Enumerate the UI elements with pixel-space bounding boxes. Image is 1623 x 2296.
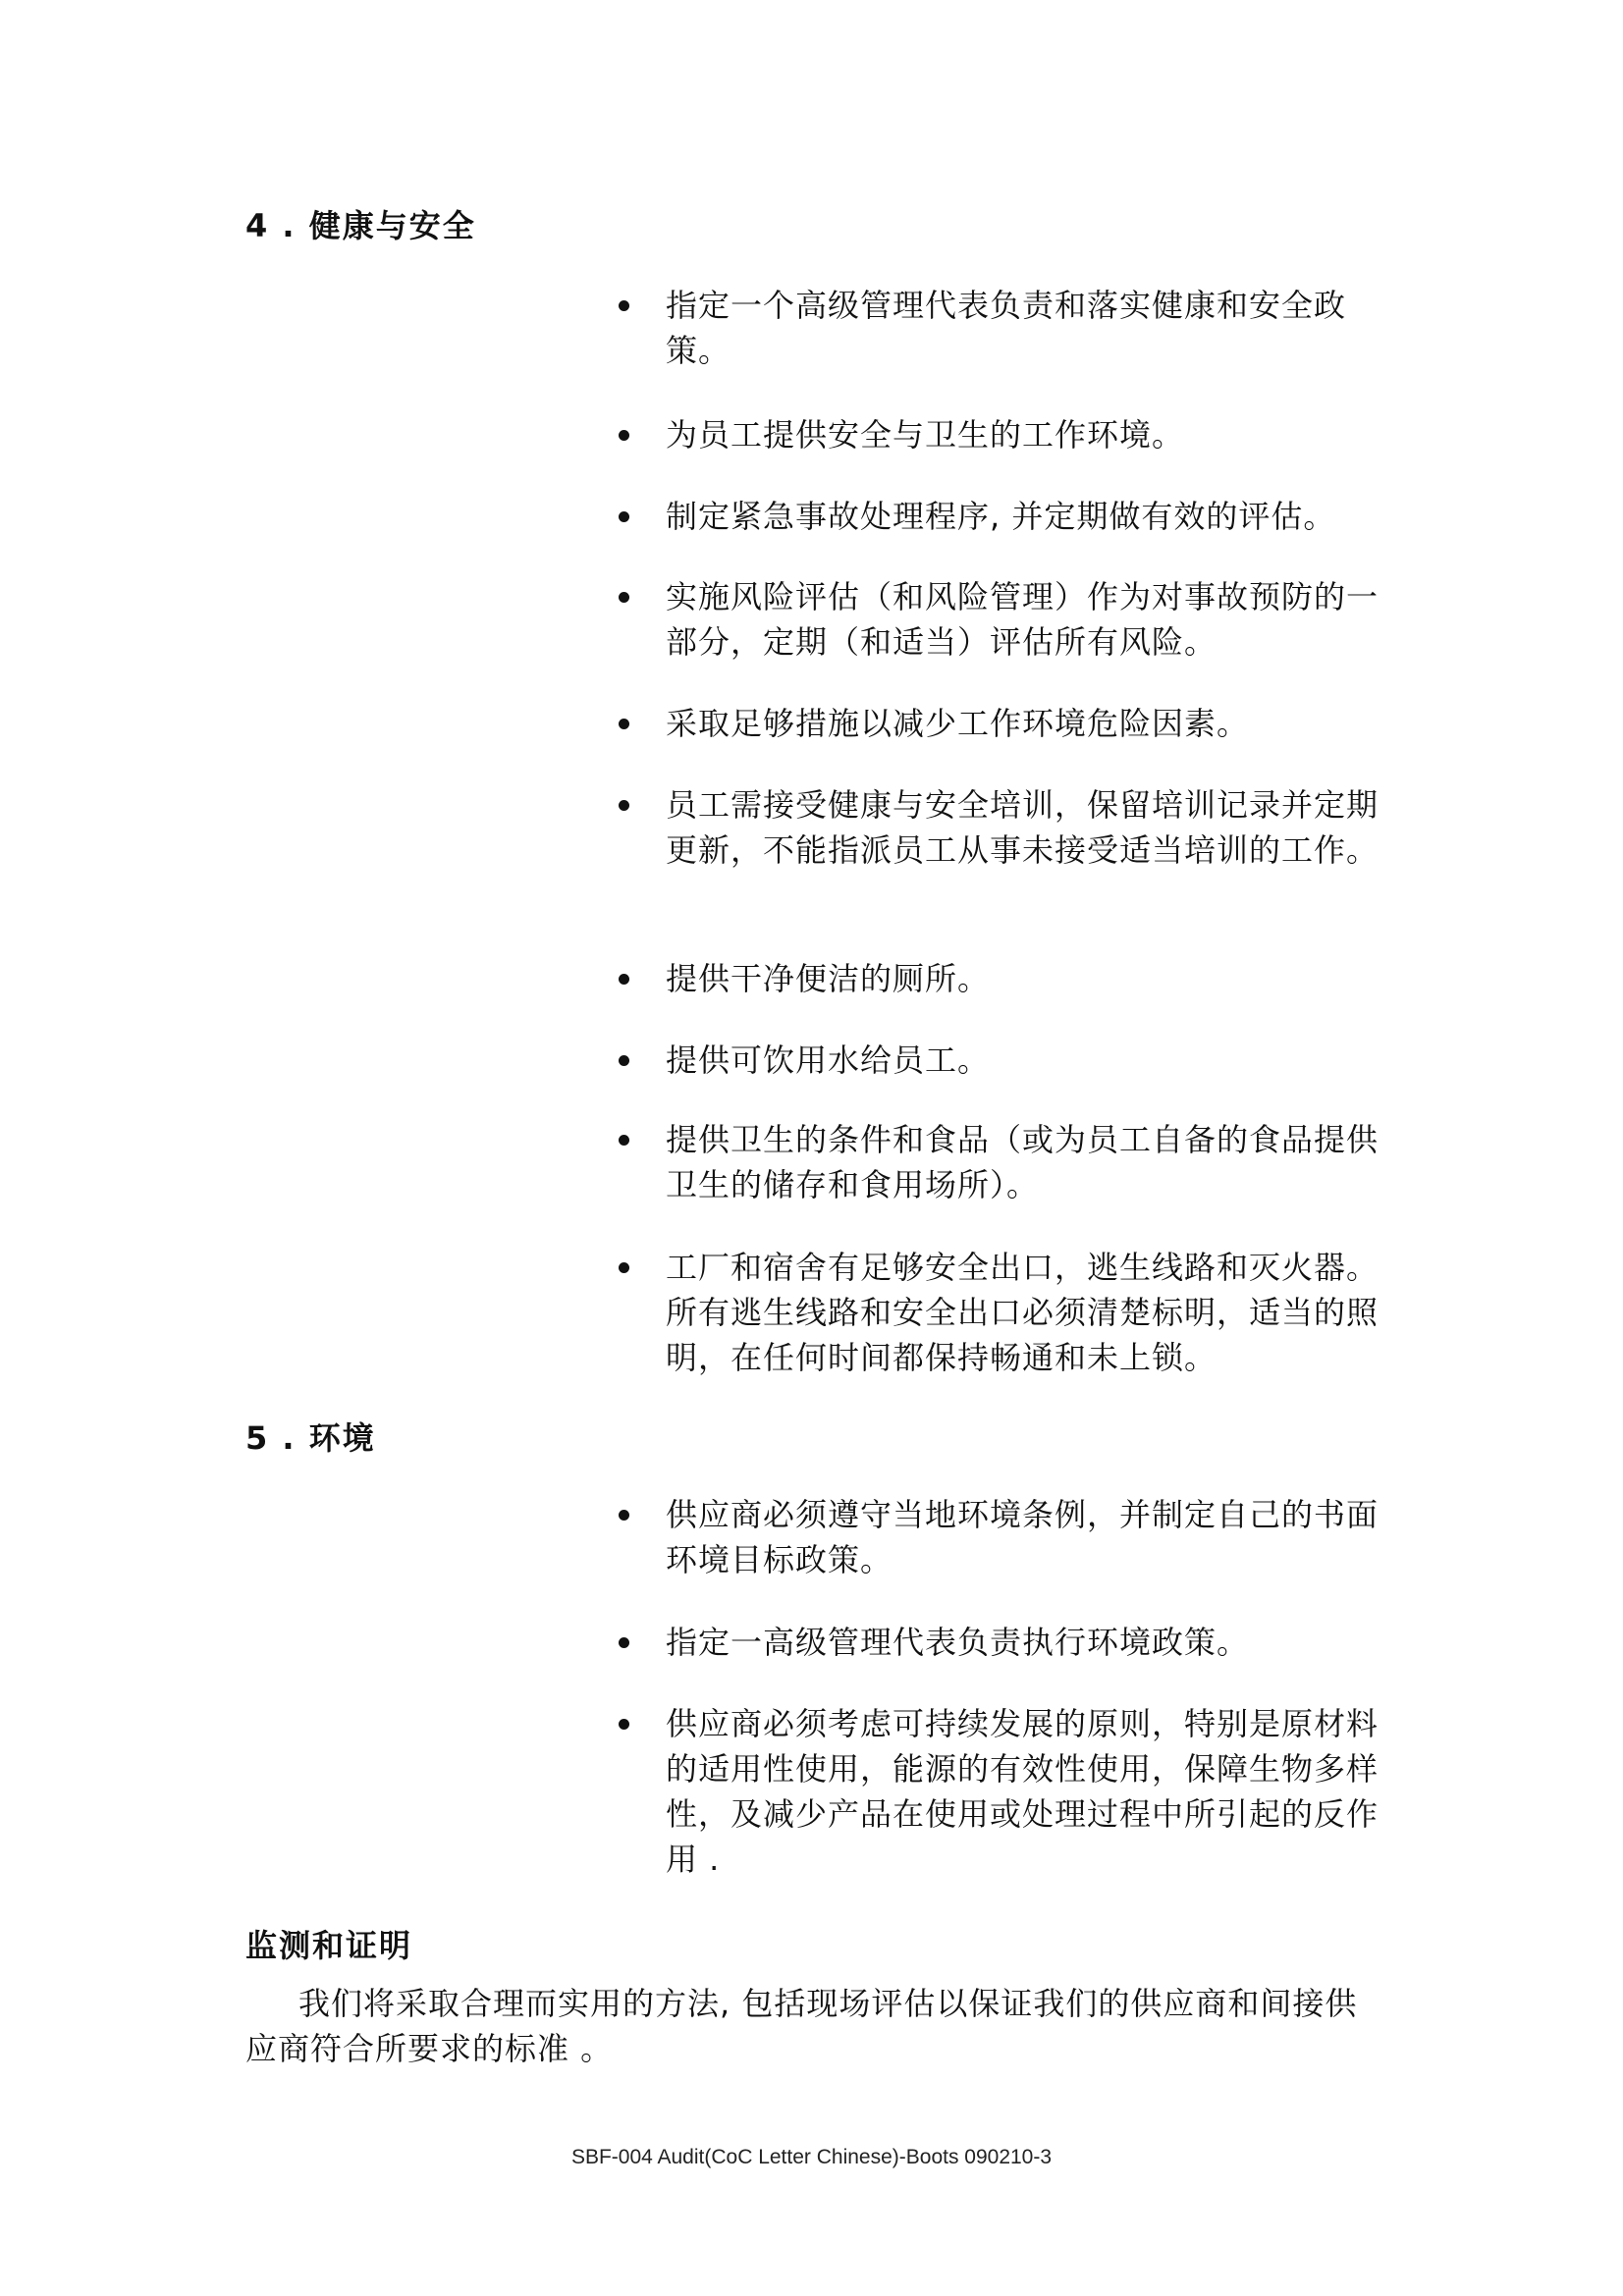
list-item-text: 提供卫生的条件和食品（或为员工自备的食品提供卫生的储存和食用场所）。 xyxy=(666,1121,1380,1203)
monitoring-paragraph: 我们将采取合理而实用的方法, 包括现场评估以保证我们的供应商和间接供应商符合所要求的标准 。 xyxy=(245,1985,1358,2067)
bullet-icon xyxy=(619,1510,629,1521)
list-item-text: 员工需接受健康与安全培训，保留培训记录并定期更新，不能指派员工从事未接受适当培训的工作。 xyxy=(666,786,1380,869)
list-item-text: 制定紧急事故处理程序, 并定期做有效的评估。 xyxy=(666,498,1336,535)
bullet-icon xyxy=(619,430,629,441)
bullet-icon xyxy=(619,800,629,811)
list-item-text: 供应商必须遵守当地环境条例，并制定自己的书面环境目标政策。 xyxy=(666,1496,1380,1578)
bullet-icon xyxy=(619,300,629,311)
list-item-text: 为员工提供安全与卫生的工作环境。 xyxy=(666,416,1185,454)
list-item-text: 提供可饮用水给员工。 xyxy=(666,1041,991,1079)
section-heading-monitoring: 监测和证明 xyxy=(245,1927,413,1964)
list-item-text: 实施风险评估（和风险管理）作为对事故预防的一部分，定期（和适当）评估所有风险。 xyxy=(666,578,1380,661)
bullet-icon xyxy=(619,1262,629,1273)
list-item-text: 供应商必须考虑可持续发展的原则，特别是原材料的适用性使用，能源的有效性使用，保障生物多样性，及减少产品在使用或处理过程中所引起的反作用 . xyxy=(666,1705,1380,1878)
list-item-text: 提供干净便洁的厕所。 xyxy=(666,960,991,997)
bullet-icon xyxy=(619,1637,629,1648)
list-item-text: 采取足够措施以减少工作环境危险因素。 xyxy=(666,705,1250,742)
bullet-icon xyxy=(619,1719,629,1730)
list-item-text: 指定一个高级管理代表负责和落实健康和安全政策。 xyxy=(666,287,1347,369)
bullet-icon xyxy=(619,511,629,522)
bullet-icon xyxy=(619,974,629,985)
list-item-text: 工厂和宿舍有足够安全出口，逃生线路和灭火器。所有逃生线路和安全出口必须清楚标明，适当的照明，在任何时间都保持畅通和未上锁。 xyxy=(666,1249,1380,1376)
section-heading-environment: 5 . 环境 xyxy=(245,1419,376,1457)
bullet-icon xyxy=(619,719,629,729)
list-item-text: 指定一高级管理代表负责执行环境政策。 xyxy=(666,1624,1250,1661)
bullet-icon xyxy=(619,1055,629,1066)
page-footer: SBF-004 Audit(CoC Letter Chinese)-Boots 090210-3 xyxy=(570,2146,1053,2168)
bullet-icon xyxy=(619,1135,629,1146)
section-heading-health-safety: 4 . 健康与安全 xyxy=(245,207,476,244)
bullet-icon xyxy=(619,592,629,603)
